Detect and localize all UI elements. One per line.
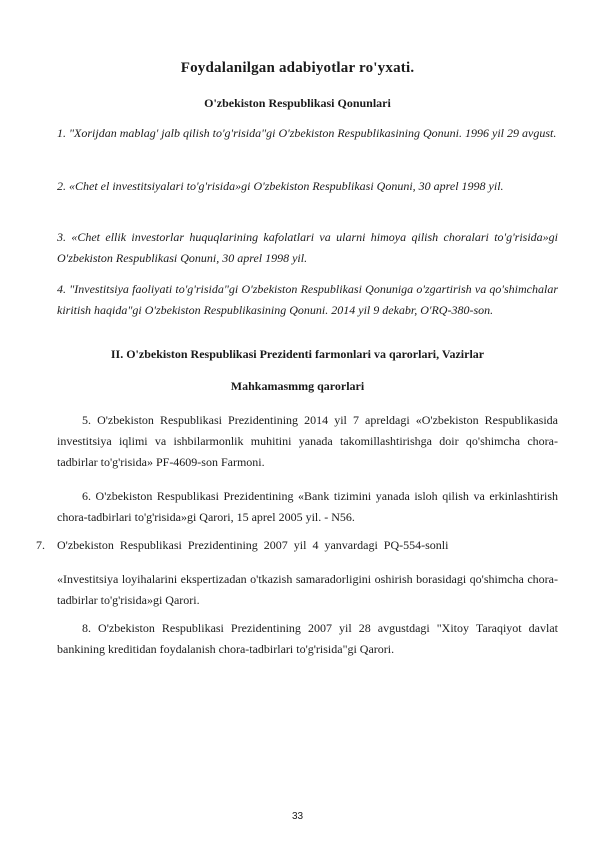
reference-item-7-continuation: «Investitsiya loyihalarini ekspertizadan o'tkazish samaradorligini oshirish borasidagi qo'shimcha chora-tadbirlar to'g'risida»gi Qarori. (57, 572, 558, 607)
reference-item-7-number: 7. (36, 538, 45, 552)
section-heading-decrees-line1: II. O'zbekiston Respublikasi Prezidenti farmonlari va qarorlari, Vazirlar (110, 347, 485, 361)
reference-item-7-first-line (36, 535, 448, 556)
section-heading-laws: O'zbekiston Respublikasi Qonunlari (204, 96, 391, 110)
reference-item-2: 2. «Chet el investitsiyalari to'g'risida»gi O'zbekiston Respublikasi Qonuni, 30 aprel 1998 yil. (57, 179, 504, 193)
reference-item-7-line1: O'zbekiston Respublikasi Prezidentining 2007 yil 4 yanvardagi PQ-554-sonli (57, 538, 449, 552)
reference-item-6: 6. O'zbekiston Respublikasi Prezidentining «Bank tizimini yanada isloh qilish va erkinlashtirish chora-tadbirlari to'g'risida»gi Qarori, 15 aprel 2005 yil. - N56. (57, 489, 558, 524)
reference-item-8: 8. O'zbekiston Respublikasi Prezidentining 2007 yil 28 avgustdagi "Xitoy Taraqiyot davlat bankining kreditidan foydalanish chora-tadbirlari to'g'risida"gi Qarori. (57, 621, 558, 656)
reference-item-3: 3. «Chet ellik investorlar huquqlarining kafolatlari va ularni himoya qilish choralari to'g'risida»gi O'zbekiston Respublikasi Qonuni, 30 aprel 1998 yil. (57, 230, 558, 265)
reference-item-1: 1. "Xorijdan mablag' jalb qilish to'g'risida"gi O'zbekiston Respublikasining Qonuni. 1996 yil 29 avgust. (57, 126, 557, 140)
section-heading-decrees-line2: Mahkamasmmg qarorlari (230, 379, 365, 393)
reference-item-5: 5. O'zbekiston Respublikasi Prezidentining 2014 yil 7 apreldagi «O'zbekiston Respublikasida investitsiya iqlimi va ishbilarmonlik muhitini yanada takomillashtirishga doir qo'shimcha chora-tadbirlar to'g'risida» PF-4609-son Farmoni. (57, 413, 558, 469)
page-title: Foydalanilgan adabiyotlar ro'yxati. (180, 60, 415, 76)
page-number: 33 (291, 811, 304, 822)
reference-item-4: 4. "Investitsiya faoliyati to'g'risida"gi O'zbekiston Respublikasi Qonuniga o'zgartirish va qo'shimchalar kiritish haqida"gi O'zbekiston Respublikasining Qonuni. 2014 yil 9 dekabr, O'RQ-380-son. (57, 282, 558, 317)
